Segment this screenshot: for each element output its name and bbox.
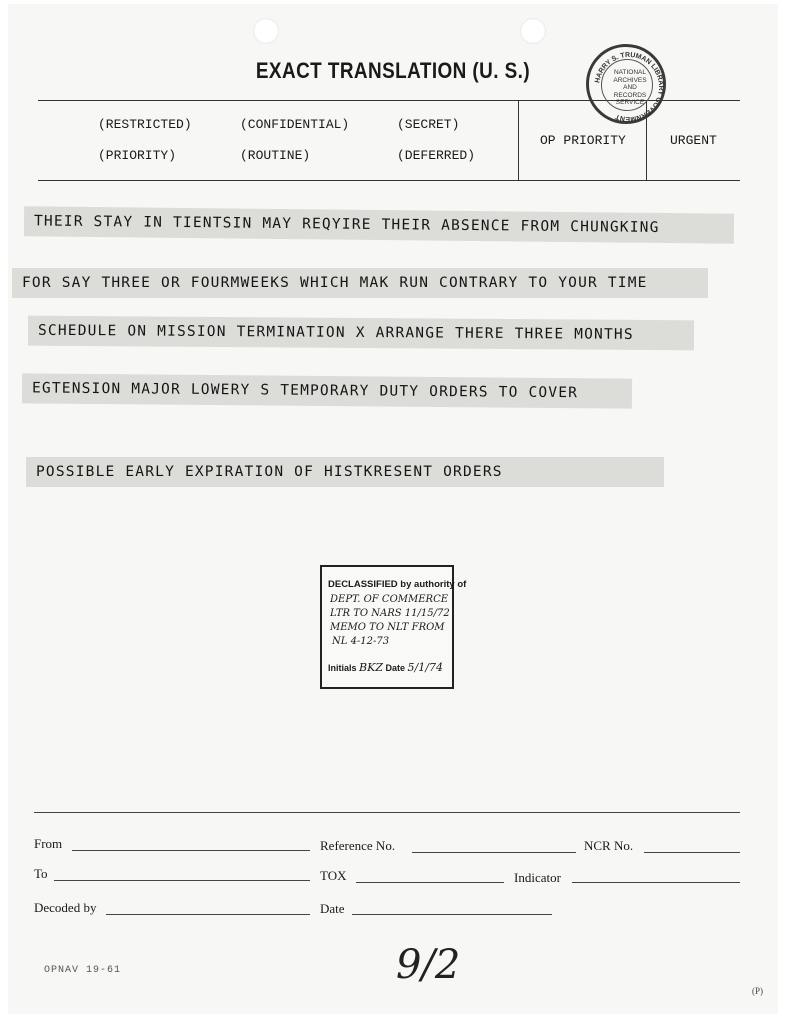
date-field-line <box>352 914 552 915</box>
decl-date-label: Date <box>385 663 406 673</box>
from-label: From <box>34 836 63 851</box>
ncr-field-line <box>644 852 740 853</box>
decl-date-value: 5/1/74 <box>407 661 443 674</box>
punch-hole-left <box>253 18 279 44</box>
class-restricted: (RESTRICTED) <box>98 117 192 132</box>
reference-label: Reference No. <box>320 838 396 853</box>
indicator-field-line <box>572 882 740 883</box>
ncr-label: NCR No. <box>584 838 634 853</box>
class-routine: (ROUTINE) <box>240 148 311 163</box>
message-line-5: POSSIBLE EARLY EXPIRATION OF HISTKRESENT ORDERS <box>26 457 664 487</box>
message-line-1: THEIR STAY IN TIENTSIN MAY REQYIRE THEIR ABSENCE FROM CHUNGKING <box>24 206 734 243</box>
decoded-field-line <box>106 914 310 915</box>
archives-stamp <box>586 44 666 124</box>
declassified-stamp <box>320 565 467 689</box>
stamp-center-text: NATIONAL ARCHIVES AND RECORDS SERVICE <box>613 69 647 106</box>
to-label: To <box>34 866 48 881</box>
date-label: Date <box>320 901 345 916</box>
class-secret: (SECRET) <box>397 117 460 132</box>
from-field-line <box>72 850 310 851</box>
class-deferred: (DEFERRED) <box>397 148 476 163</box>
decl-memo: MEMO TO NLT FROM <box>330 622 445 633</box>
document-title: EXACT TRANSLATION (U. S.) <box>255 58 531 83</box>
decl-dept: DEPT. OF COMMERCE <box>330 594 449 605</box>
tox-field-line <box>356 882 504 883</box>
decl-nl: NL 4-12-73 <box>332 636 390 647</box>
header-divider-1 <box>518 100 519 180</box>
message-line-2: FOR SAY THREE OR FOURMWEEKS WHICH MAK RUN CONTRARY TO YOUR TIME <box>12 268 708 298</box>
decl-authority: DECLASSIFIED by authority of <box>328 579 467 590</box>
decoded-label: Decoded by <box>34 900 97 915</box>
decl-initials-value: BKZ <box>359 661 383 674</box>
op-priority-label: OP PRIORITY <box>540 133 626 148</box>
stamp-ring-label: HARRY S. TRUMAN LIBRARY GOVERNMENT <box>594 51 665 123</box>
reference-field-line <box>412 852 576 853</box>
message-line-4: EGTENSION MAJOR LOWERY S TEMPORARY DUTY ORDERS TO COVER <box>22 373 632 408</box>
page-mark: (P) <box>752 986 763 996</box>
class-confidential: (CONFIDENTIAL) <box>240 117 350 132</box>
decl-initials-label: Initials <box>328 663 357 673</box>
punch-hole-right <box>520 18 546 44</box>
footer-rule <box>34 812 740 813</box>
header-bottom-rule <box>38 180 740 181</box>
decl-initials-row <box>328 661 443 674</box>
class-priority: (PRIORITY) <box>98 148 177 163</box>
handwritten-page-number: 9/2 <box>396 942 461 988</box>
message-line-3: SCHEDULE ON MISSION TERMINATION X ARRANGE THERE THREE MONTHS <box>28 316 694 351</box>
tox-label: TOX <box>320 868 347 883</box>
urgent-label: URGENT <box>670 133 717 148</box>
to-field-line <box>54 880 310 881</box>
form-code: OPNAV 19-61 <box>44 965 122 976</box>
decl-ltr: LTR TO NARS 11/15/72 <box>330 608 450 619</box>
indicator-label: Indicator <box>514 870 561 885</box>
